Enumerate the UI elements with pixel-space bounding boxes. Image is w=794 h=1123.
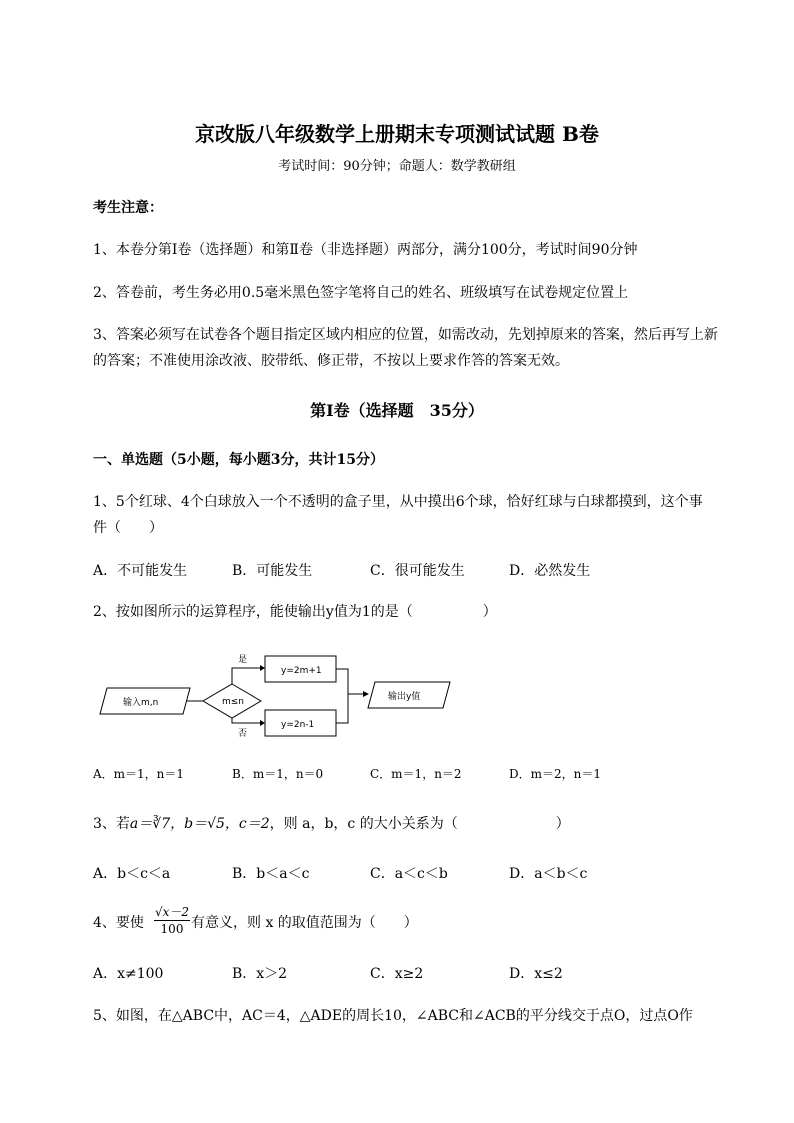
q3-prefix: 3、若 — [93, 816, 130, 832]
q1-option-a[interactable]: A．不可能发生 — [93, 563, 188, 579]
q1-option-c[interactable]: C．很可能发生 — [370, 563, 465, 579]
notice-heading: 考生注意： — [93, 200, 163, 216]
q1-stem-line2: 件（ ） — [93, 520, 163, 536]
exam-info: 考试时间：90分钟；命题人：数学教研组 — [278, 159, 516, 174]
notice-item-3-line1: 3、答案必须写在试卷各个题目指定区域内相应的位置，如需改动，先划掉原来的答案，然后再写上新 — [93, 327, 718, 343]
q5-stem: 5、如图，在△ABC中，AC＝4，△ADE的周长10，∠ABC和∠ACB的平分线交于点O，过点O作 — [93, 1008, 693, 1024]
flow-decision-label: m≤n — [222, 697, 245, 707]
q3-c-expr: ，c＝2 — [224, 816, 270, 832]
notice-item-3-line2: 的答案；不准使用涂改液、胶带纸、修正带，不按以上要求作答的答案无效。 — [93, 353, 569, 369]
q1-option-b[interactable]: B．可能发生 — [232, 563, 313, 579]
q4-option-d[interactable]: D．x≤2 — [509, 966, 563, 982]
flow-no-label: 否 — [238, 729, 248, 739]
q3-option-c[interactable]: C．a＜c＜b — [370, 866, 448, 882]
q3-option-b[interactable]: B．b＜a＜c — [232, 866, 310, 882]
q2-option-b[interactable]: B．m＝1，n＝0 — [232, 767, 324, 781]
flow-box-bottom-label: y=2n-1 — [281, 720, 315, 730]
page-title: 京改版八年级数学上册期末专项测试试题 B卷 — [195, 122, 599, 146]
q3-suffix: ，则 a，b，c 的大小关系为（ ） — [269, 816, 570, 832]
q4-option-c[interactable]: C．x≥2 — [370, 966, 424, 982]
flow-output-label: 输出y值 — [388, 692, 421, 702]
q3-option-d[interactable]: D．a＜b＜c — [509, 866, 588, 882]
q2-option-a[interactable]: A．m＝1，n＝1 — [93, 767, 185, 781]
q3-option-a[interactable]: A．b＜c＜a — [93, 866, 171, 882]
flow-input-label: 输入m,n — [123, 698, 159, 708]
flow-box-top-label: y=2m+1 — [281, 666, 322, 676]
q2-flowchart — [95, 648, 465, 743]
q2-option-d[interactable]: D．m＝2，n＝1 — [509, 767, 601, 781]
q1-option-d[interactable]: D．必然发生 — [509, 563, 591, 579]
q4-option-b[interactable]: B．x＞2 — [232, 966, 288, 982]
q3-stem — [93, 814, 570, 834]
part-heading: 一、单选题（5小题，每小题3分，共计15分） — [93, 452, 384, 468]
q4-denominator: 100 — [160, 922, 184, 936]
q3-b-expr: ，b＝√5 — [170, 816, 225, 832]
q1-stem-line1: 1、5个红球、4个白球放入一个不透明的盒子里，从中摸出6个球，恰好红球与白球都摸到，这个事 — [93, 494, 703, 510]
flow-yes-label: 是 — [238, 655, 248, 665]
q3-a-expr: a＝∛7 — [129, 816, 171, 832]
q4-numerator: √x－2 — [154, 905, 190, 919]
q2-stem: 2、按如图所示的运算程序，能使输出y值为1的是（ ） — [93, 604, 497, 620]
section-title: 第I卷（选择题 35分） — [310, 401, 484, 420]
q4-prefix: 4、要使 — [93, 915, 144, 931]
notice-item-2: 2、答卷前，考生务必用0.5毫米黑色签字笔将自己的姓名、班级填写在试卷规定位置上 — [93, 285, 629, 301]
q2-option-c[interactable]: C．m＝1，n＝2 — [370, 767, 462, 781]
notice-item-1: 1、本卷分第I卷（选择题）和第Ⅱ卷（非选择题）两部分，满分100分，考试时间90分钟 — [93, 242, 638, 258]
q4-fraction — [154, 904, 190, 937]
q4-option-a[interactable]: A．x≠100 — [93, 966, 164, 982]
q4-suffix: 有意义，则 x 的取值范围为（ ） — [191, 915, 418, 931]
